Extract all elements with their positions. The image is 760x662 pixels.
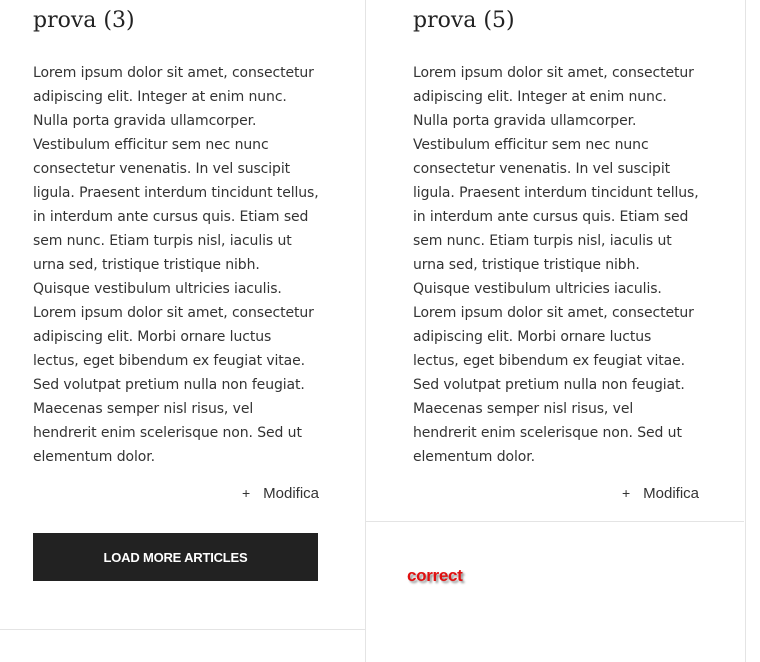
edit-link[interactable] bbox=[33, 481, 319, 505]
edit-link-label[interactable]: Modifica bbox=[643, 484, 699, 502]
edit-link-label[interactable]: Modifica bbox=[263, 484, 319, 502]
article-title[interactable]: prova (5) bbox=[413, 8, 515, 33]
article-card bbox=[413, 0, 699, 505]
article-column-right bbox=[366, 0, 746, 662]
status-label: correct bbox=[407, 566, 463, 585]
article-column-left bbox=[0, 0, 366, 662]
article-title[interactable]: prova (3) bbox=[33, 8, 135, 33]
article-body: Lorem ipsum dolor sit amet, consectetur adipiscing elit. Integer at enim nunc. Nulla porta gravida ullamcorper. Vestibulum efficitur sem nec nunc consectetur venenatis. In vel suscipit ligula. Praesent interdum tincidunt tellus, in interdum ante cursus quis. Etiam sed sem nunc. Etiam turpis nisl, iaculis ut urna sed, tristique tristique nibh. Quisque vestibulum ultricies iaculis. Lorem ipsum dolor sit amet, consectetur adipiscing elit. Morbi ornare luctus lectus, eget bibendum ex feugiat vitae. Sed volutpat pretium nulla non feugiat. Maecenas semper nisl risus, vel hendrerit enim scelerisque non. Sed ut elementum dolor. bbox=[413, 65, 699, 465]
load-more-articles-button[interactable]: LOAD MORE ARTICLES bbox=[33, 533, 318, 581]
divider bbox=[0, 629, 366, 630]
edit-link[interactable] bbox=[413, 481, 699, 505]
article-body: Lorem ipsum dolor sit amet, consectetur adipiscing elit. Integer at enim nunc. Nulla porta gravida ullamcorper. Vestibulum efficitur sem nec nunc consectetur venenatis. In vel suscipit ligula. Praesent interdum tincidunt tellus, in interdum ante cursus quis. Etiam sed sem nunc. Etiam turpis nisl, iaculis ut urna sed, tristique tristique nibh. Quisque vestibulum ultricies iaculis. Lorem ipsum dolor sit amet, consectetur adipiscing elit. Morbi ornare luctus lectus, eget bibendum ex feugiat vitae. Sed volutpat pretium nulla non feugiat. Maecenas semper nisl risus, vel hendrerit enim scelerisque non. Sed ut elementum dolor. bbox=[33, 65, 319, 465]
article-card bbox=[33, 0, 319, 505]
plus-icon: + bbox=[621, 485, 631, 501]
plus-icon: + bbox=[241, 485, 251, 501]
divider bbox=[366, 521, 744, 522]
